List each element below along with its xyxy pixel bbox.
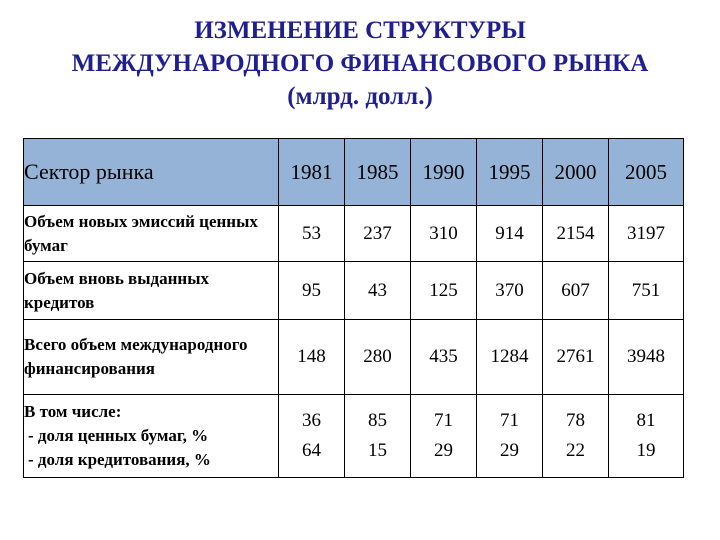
table-cell [345, 395, 411, 478]
share-value: 15 [368, 440, 387, 461]
table-cell: 3197 [609, 206, 684, 262]
share-value: 81 [636, 410, 656, 431]
header-year: 1990 [411, 139, 477, 206]
table-cell [477, 395, 543, 478]
share-value: 29 [500, 440, 519, 461]
table-cell: 53 [279, 206, 345, 262]
table-cell: 2761 [543, 320, 609, 395]
table-cell: 3948 [609, 320, 684, 395]
share-value: 71 [500, 410, 519, 431]
share-value: 71 [434, 410, 453, 431]
table-cell: 310 [411, 206, 477, 262]
table-cell [543, 395, 609, 478]
share-value: 29 [434, 440, 453, 461]
share-value: 78 [566, 410, 585, 431]
table-cell: 148 [279, 320, 345, 395]
table-row [24, 262, 684, 320]
share-value: 64 [302, 440, 321, 461]
table-cell [411, 395, 477, 478]
header-year: 1995 [477, 139, 543, 206]
share-value: 19 [636, 440, 656, 461]
table-cell: 43 [345, 262, 411, 320]
header-year: 2005 [609, 139, 684, 206]
table-cell [279, 395, 345, 478]
table-row [24, 206, 684, 262]
table-cell: 1284 [477, 320, 543, 395]
table-cell: 370 [477, 262, 543, 320]
row-label [24, 395, 279, 478]
header-year: 1985 [345, 139, 411, 206]
table-cell: 95 [279, 262, 345, 320]
table-cell: 280 [345, 320, 411, 395]
row-label: Всего объем международного финансирования [24, 320, 279, 395]
title-line-3: (млрд. долл.) [287, 83, 433, 110]
title-line-2: МЕЖДУНАРОДНОГО ФИНАНСОВОГО РЫНКА [71, 50, 649, 77]
table-header-row [24, 139, 684, 206]
row-label-line: - доля кредитования, % [28, 450, 211, 469]
table-cell: 2154 [543, 206, 609, 262]
table-row [24, 395, 684, 478]
market-structure-table [23, 138, 684, 478]
table-cell: 435 [411, 320, 477, 395]
table-cell: 607 [543, 262, 609, 320]
table-cell: 751 [609, 262, 684, 320]
table-cell: 125 [411, 262, 477, 320]
share-value: 36 [302, 410, 321, 431]
row-label: Объем новых эмиссий ценных бумаг [24, 206, 279, 262]
title-line-1: ИЗМЕНЕНИЕ СТРУКТУРЫ [194, 17, 526, 44]
share-value: 22 [566, 440, 585, 461]
header-year: 1981 [279, 139, 345, 206]
table-cell [609, 395, 684, 478]
row-label: Объем вновь выданных кредитов [24, 262, 279, 320]
row-label-line: - доля ценных бумаг, % [28, 426, 209, 445]
table-cell: 914 [477, 206, 543, 262]
table-cell: 237 [345, 206, 411, 262]
header-sector: Сектор рынка [24, 139, 279, 206]
header-year: 2000 [543, 139, 609, 206]
table-row [24, 320, 684, 395]
row-label-line: В том числе: [24, 402, 122, 421]
page-title [0, 14, 720, 113]
share-value: 85 [368, 410, 387, 431]
